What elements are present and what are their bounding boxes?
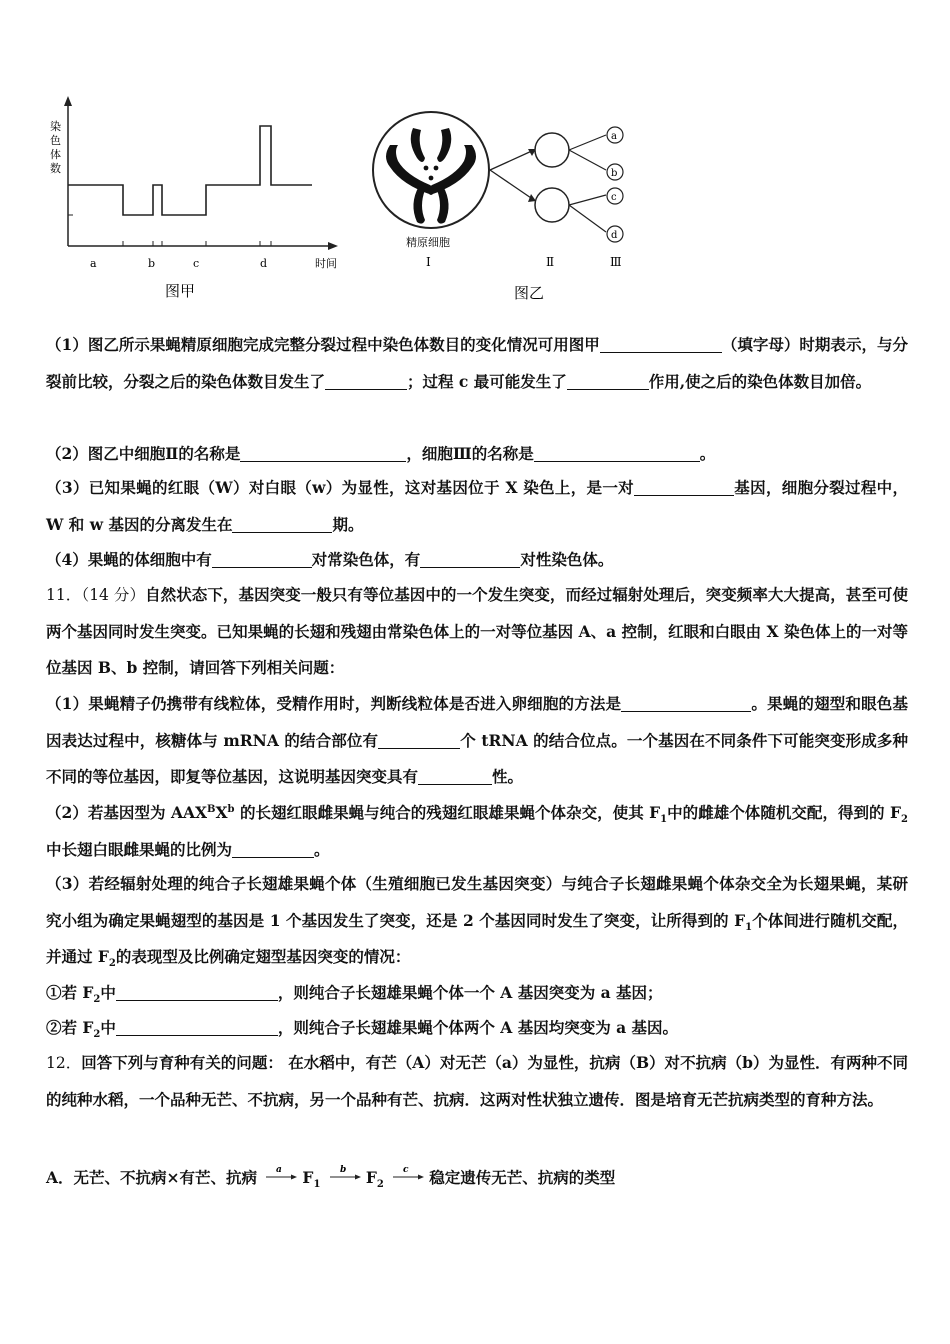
q12-option-a — [46, 1160, 908, 1197]
q10-p1-text4: 作用,使之后的染色体数目加倍。 — [648, 371, 872, 391]
tick-label-c: c — [193, 257, 200, 270]
q11-c1-text3: ，则纯合子长翅雄果蝇个体一个 A 基因突变为 a 基因； — [277, 983, 663, 1002]
q11-p2-text5: 。 — [314, 839, 330, 859]
q11-p2-text1: （2）若基因型为 AAX — [46, 803, 208, 822]
y-axis-arrow — [64, 96, 72, 106]
q11-part2 — [46, 795, 908, 868]
q10-p4-text2: 对常染色体，有 — [311, 550, 421, 569]
tick-label-d: d — [260, 257, 268, 270]
figure-yi-caption: 图乙 — [514, 284, 545, 302]
arrow-line-lower — [490, 170, 534, 200]
q11-c2-text1: ②若 F — [46, 1018, 94, 1037]
figure-yi-diagram — [373, 112, 623, 302]
y-axis-label-3: 体 — [50, 148, 61, 161]
y-axis-label-2: 色 — [50, 134, 61, 147]
answer-blank[interactable] — [232, 839, 314, 858]
answer-blank[interactable] — [634, 477, 734, 496]
answer-blank[interactable] — [600, 334, 722, 353]
q10-part2 — [46, 436, 908, 473]
q11-p3-text3: 的表现型及比例确定翅型基因突变的情况： — [115, 947, 411, 966]
spermatogonium-cell — [373, 112, 489, 228]
q10-p4-text1: （4）果蝇的体细胞中有 — [46, 550, 212, 569]
q11-c2-text2: 中 — [100, 1018, 116, 1037]
q10-p4-text3: 对性染色体。 — [520, 550, 614, 569]
q12-optA-text2: 稳定遗传无芒、抗病的类型 — [429, 1168, 616, 1187]
q11-p1-text4: 性。 — [492, 767, 524, 786]
subscript: 1 — [660, 814, 668, 826]
superscript: B — [207, 803, 216, 815]
q11-part1 — [46, 686, 908, 796]
q10-part1 — [46, 327, 908, 400]
answer-blank[interactable] — [534, 443, 700, 462]
answer-blank[interactable] — [325, 371, 407, 390]
q10-part4 — [46, 542, 908, 579]
q12-optA-f1: F — [302, 1168, 314, 1187]
subscript: 2 — [108, 958, 116, 970]
q10-p2-text1: （2）图乙中细胞Ⅱ的名称是 — [46, 444, 241, 463]
figure-area — [40, 90, 640, 310]
q10-p1-text2: （填字母）时期表示，与分裂前比较，分裂之后的染色体数目发生了 — [46, 335, 908, 391]
secondary-cell-lower — [535, 188, 569, 222]
arrow-a-label: a — [276, 1165, 283, 1175]
arrow-line-d — [569, 205, 606, 232]
q11-intro-text: 自然状态下，基因突变一般只有等位基因中的一个发生突变，而经过辐射处理后，突变频率大大提高，甚至可使两个基因同时发生突变。已知果蝇的长翅和残翅由常染色体上的一对等位基因 A、a 控制，红眼和白眼由 X 染色体上的一对等位基因 B、b 控制，请回答下列相关问题： — [46, 585, 908, 677]
arrow-c-label: c — [403, 1165, 409, 1175]
q11-part3 — [46, 866, 908, 976]
tick-label-b: b — [148, 257, 156, 270]
answer-blank[interactable] — [240, 443, 406, 462]
stage-label-3: Ⅲ — [610, 255, 622, 269]
superscript: b — [227, 803, 235, 815]
q11-case1 — [46, 975, 908, 1012]
subscript: 2 — [376, 1179, 384, 1191]
cell-c-label: c — [611, 192, 617, 203]
q10-p2-text3: 。 — [699, 444, 716, 463]
q11-intro — [46, 577, 908, 687]
subscript: 1 — [745, 921, 753, 933]
arrow-line-a — [569, 135, 606, 150]
arrow-b-label: b — [339, 1165, 347, 1175]
cell-a-label: a — [611, 131, 617, 142]
q10-p3-text1: （3）已知果蝇的红眼（W）对白眼（w）为显性，这对基因位于 X 染色上，是一对 — [46, 478, 634, 497]
arrow-line-upper — [490, 150, 534, 170]
answer-blank[interactable] — [116, 1017, 278, 1036]
q10-p3-text3: 期。 — [332, 514, 364, 534]
answer-blank[interactable] — [621, 693, 751, 712]
q12-number: 12． — [46, 1054, 82, 1072]
q11-c2-text3: ，则纯合子长翅雄果蝇个体两个 A 基因均突变为 a 基因。 — [277, 1018, 679, 1037]
figure-jia-chart — [50, 96, 338, 300]
x-axis-label: 时间 — [315, 257, 337, 270]
subscript: 1 — [313, 1179, 321, 1191]
q10-p1-text3: ；过程 c 最可能发生了 — [407, 371, 567, 391]
subscript: 2 — [901, 814, 908, 826]
q12-intro-text: 回答下列与育种有关的问题： 在水稻中，有芒（A）对无芒（a）为显性，抗病（B）对不抗病（b）为显性．有两种不同的纯种水稻，一个品种无芒、不抗病，另一个品种有芒、抗病．这两对性状独立遗传．图是培育无芒抗病类型的育种方法。 — [46, 1053, 908, 1109]
q11-p2-text4: 中长翅白眼雌果蝇的比例为 — [46, 839, 233, 859]
y-axis-label-4: 数 — [50, 162, 61, 175]
q10-part3 — [46, 470, 908, 543]
q12-intro — [46, 1045, 908, 1118]
x-axis-arrow — [328, 242, 338, 250]
answer-blank[interactable] — [212, 549, 312, 568]
arrow-line-b — [569, 150, 606, 170]
q12-optA-text1: A．无芒、不抗病×有芒、抗病 — [46, 1168, 258, 1187]
q11-number: 11．（14 分） — [46, 586, 146, 604]
arrow-line-c — [569, 195, 606, 205]
q11-c1-text2: 中 — [100, 983, 116, 1002]
answer-blank[interactable] — [567, 371, 649, 390]
subscript: 2 — [93, 1029, 101, 1041]
q11-p2-text1b: X — [215, 803, 228, 822]
cell-label: 精原细胞 — [406, 236, 450, 249]
secondary-cell-upper — [535, 133, 569, 167]
subscript: 2 — [93, 994, 101, 1006]
q10-p3-text2: 基因，细胞分裂过程中，W 和 w 基因的分离发生在 — [46, 478, 908, 534]
y-axis-label-1: 染 — [50, 120, 61, 133]
answer-blank[interactable] — [418, 766, 492, 785]
answer-blank[interactable] — [420, 549, 520, 568]
q10-p1-text1: （1）图乙所示果蝇精原细胞完成完整分裂过程中染色体数目的变化情况可用图甲 — [46, 335, 600, 354]
figure-jia-caption: 图甲 — [165, 282, 196, 300]
q11-p1-text1: （1）果蝇精子仍携带有线粒体，受精作用时，判断线粒体是否进入卵细胞的方法是 — [46, 694, 622, 713]
answer-blank[interactable] — [232, 514, 332, 533]
chromosome-count-line — [68, 126, 312, 215]
q12-optA-f2: F — [365, 1168, 377, 1187]
arrow-b-icon — [326, 1167, 366, 1183]
q11-case2 — [46, 1010, 908, 1047]
q10-p2-text2: ，细胞Ⅲ的名称是 — [406, 444, 534, 463]
q11-p2-text2: 的长翅红眼雌果蝇与纯合的残翅红眼雄果蝇个体杂交，使其 F — [234, 803, 661, 822]
cell-b-label: b — [611, 168, 618, 179]
answer-blank[interactable] — [378, 730, 460, 749]
q11-p1-text2: 。果蝇的翅型和眼色基因表达过程中，核糖体与 mRNA 的结合部位有 — [46, 694, 908, 750]
q11-p1-text3: 个 tRNA 的结合位点。一个基因在不同条件下可能突变形成多种不同的等位基因，即复等位基因，这说明基因突变具有 — [46, 730, 908, 786]
stage-label-1: Ⅰ — [426, 255, 431, 269]
arrow-c-icon — [389, 1167, 429, 1183]
q11-p3-text1: （3）若经辐射处理的纯合子长翅雄果蝇个体（生殖细胞已发生基因突变）与纯合子长翅雌果蝇个体杂交全为长翅果蝇，某研究小组为确定果蝇翅型的基因是 1 个基因发生了突变，还是 2 个基因同时发生了突变，让所得到的 F — [46, 874, 908, 930]
q11-p3-text2: 个体间进行随机交配，并通过 F — [46, 910, 908, 966]
arrow-a-icon — [262, 1167, 302, 1183]
q11-p2-text3: 中的雌雄个体随机交配，得到的 F — [667, 803, 902, 822]
stage-label-2: Ⅱ — [546, 255, 555, 269]
tick-label-a: a — [90, 257, 97, 270]
answer-blank[interactable] — [116, 982, 278, 1001]
q11-c1-text1: ①若 F — [46, 983, 94, 1002]
cell-d-label: d — [611, 230, 618, 241]
